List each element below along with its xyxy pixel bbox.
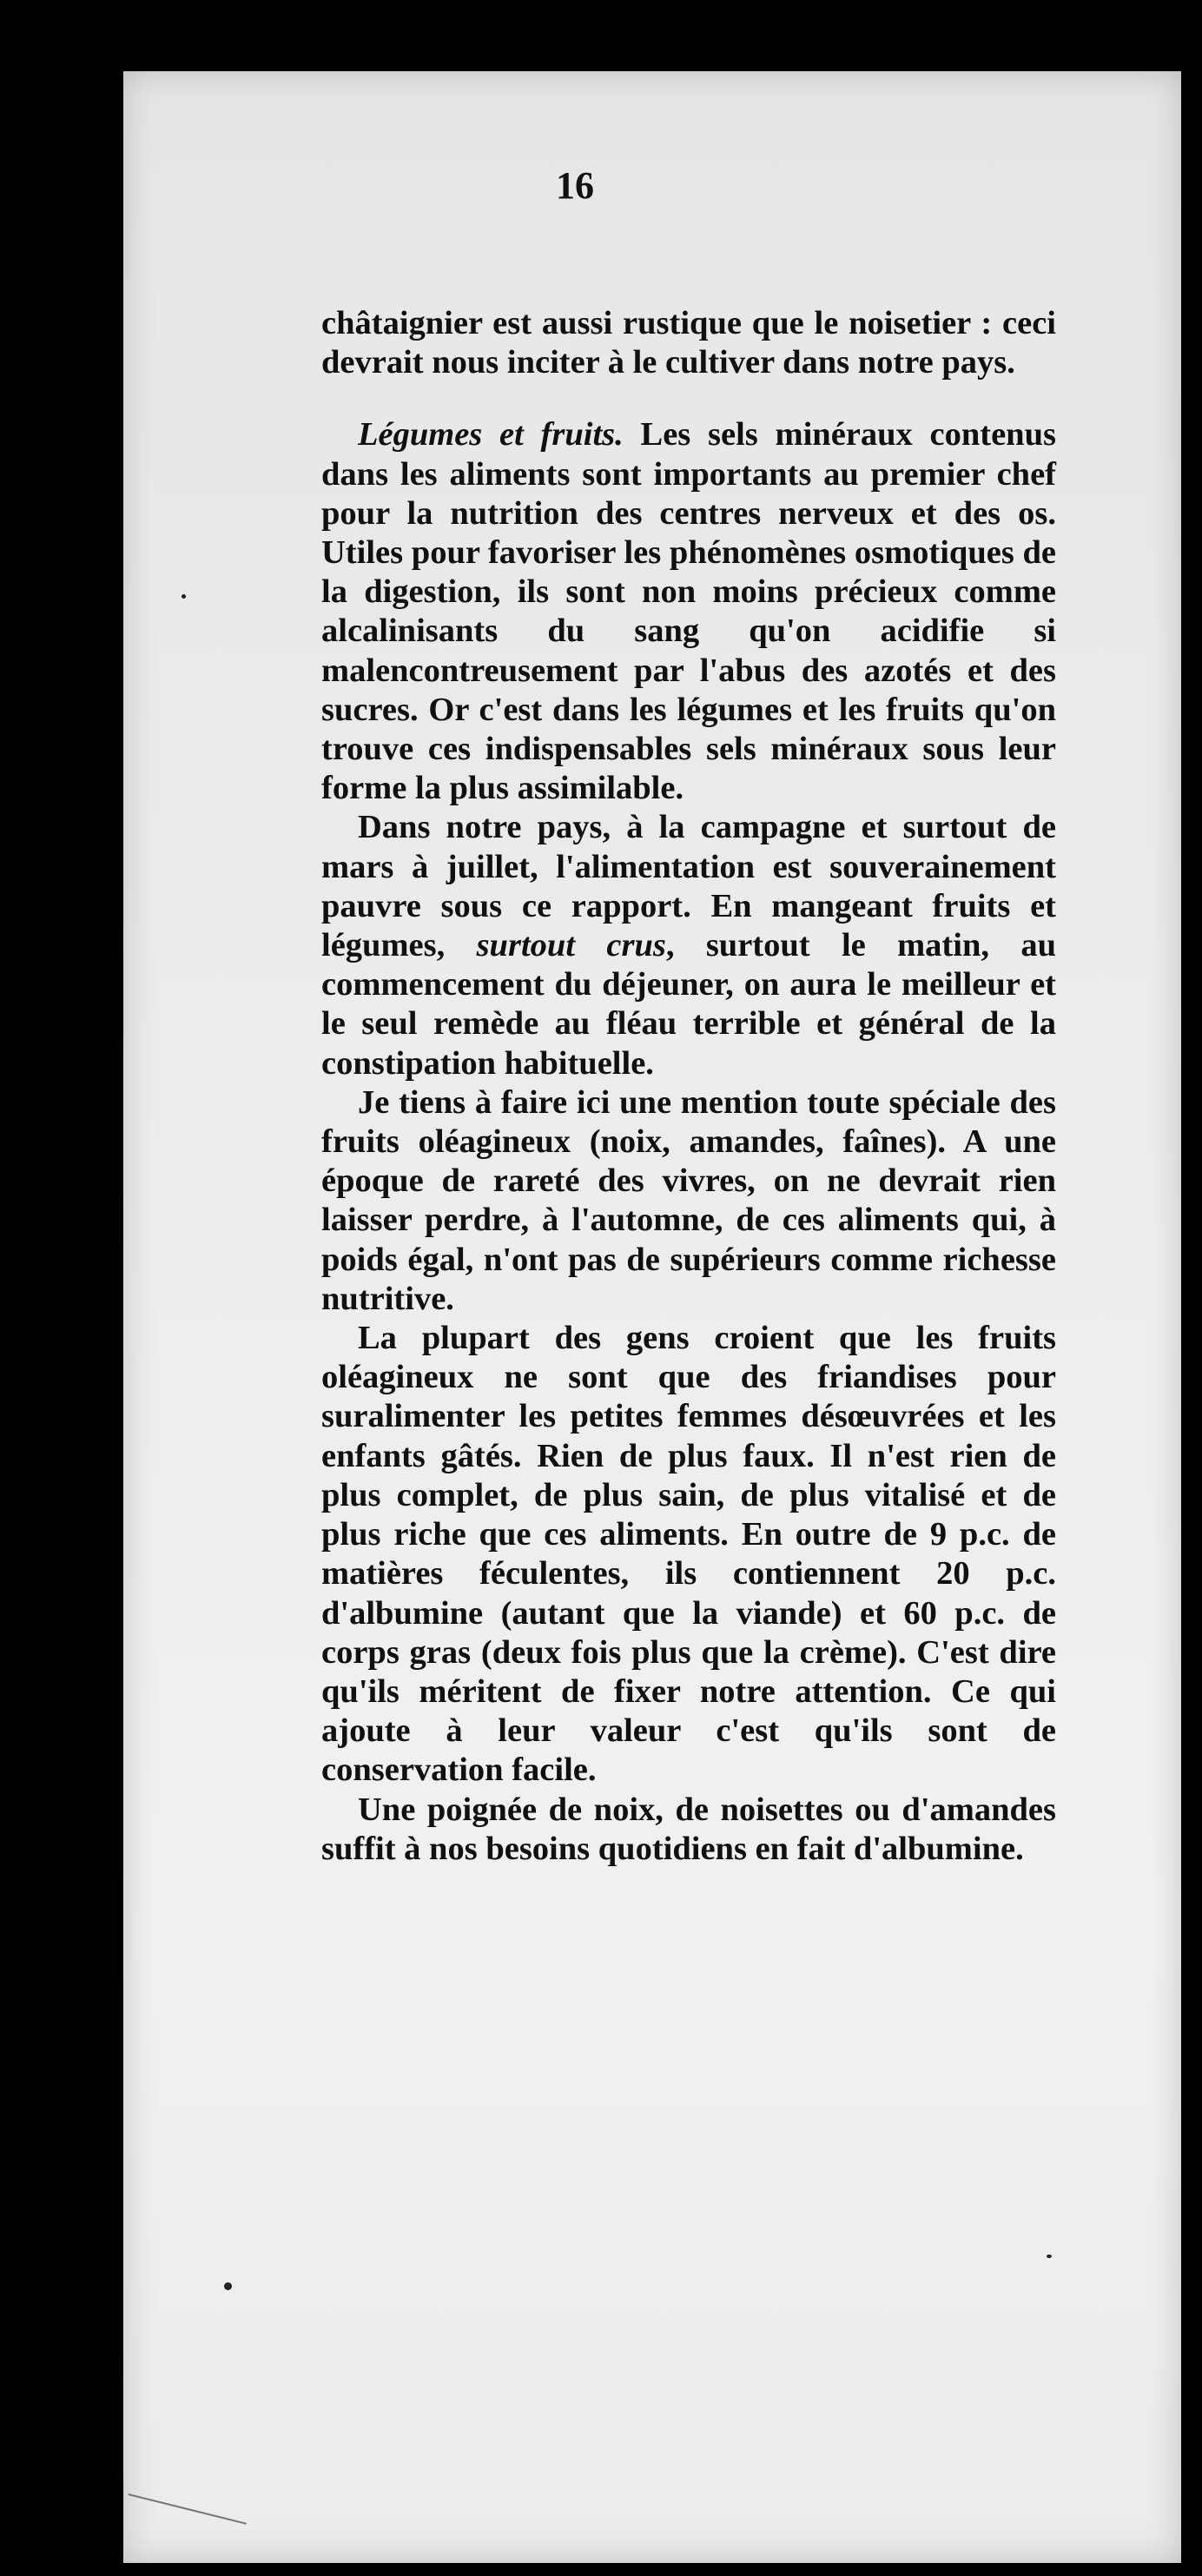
page-body: [321, 304, 1056, 1869]
paragraph-2: [321, 415, 1056, 808]
scan-speck: [224, 2282, 232, 2290]
scan-speck: [182, 594, 186, 599]
paragraph-1: châtaignier est aussi rustique que le noisetier : ceci devrait nous inciter à le cultiver dans notre pays.: [321, 305, 1056, 381]
paragraph-3-before: Dans notre pays, à la campagne et surtout de mars à juillet, l'alimentation est souverainement pauvre sous ce rapport. En mangeant fruits et légumes,: [321, 809, 1056, 964]
section-heading: Légumes et fruits.: [358, 416, 624, 454]
paragraph-4: Je tiens à faire ici une mention toute spéciale des fruits oléagineux (noix, amandes, faînes). A une époque de rareté des vivres, on ne devrait rien laisser perdre, à l'automne, de ces aliments qui, à poids égal, n'ont pas de supérieurs comme richesse nutritive.: [321, 1083, 1056, 1317]
paragraph-3-emphasis: surtout crus: [476, 927, 666, 964]
page-number: 16: [556, 164, 594, 207]
paragraph-3-after: , surtout le matin, au commencement du déjeuner, on aura le meilleur et le seul remède au fléau terrible et général de la constipation habituelle.: [321, 927, 1057, 1082]
paragraph-2-text: Les sels minéraux contenus dans les aliments sont importants au premier chef pour la nutrition des centres nerveux et des os. Utiles pour favoriser les phénomènes osmotiques de la digestion, ils sont non moins précieux comme alcalinisants du sang qu'on acidifie si malencontreusement par l'abus des azotés et des sucres. Or c'est dans les légumes et les fruits qu'on trouve ces indispensables sels minéraux sous leur forme la plus assimilable.: [321, 416, 1056, 807]
paragraph-3: [321, 808, 1056, 1083]
paragraph-5: La plupart des gens croient que les fruits oléagineux ne sont que des friandises pour suralimenter les petites femmes désœuvrées et les enfants gâtés. Rien de plus faux. Il n'est rien de plus complet, de plus sain, de plus vitalisé et de plus riche que ces aliments. En outre de 9 p.c. de matières féculentes, ils contiennent 20 p.c. d'albumine (autant que la viande) et 60 p.c. de corps gras (deux fois plus que la crème). C'est dire qu'ils méritent de fixer notre attention. Ce qui ajoute à leur valeur c'est qu'ils sont de conservation facile.: [321, 1320, 1056, 1789]
paragraph-6: Une poignée de noix, de noisettes ou d'amandes suffit à nos besoins quotidiens en fait d'albumine.: [321, 1791, 1056, 1867]
scan-speck: [1047, 2255, 1052, 2258]
